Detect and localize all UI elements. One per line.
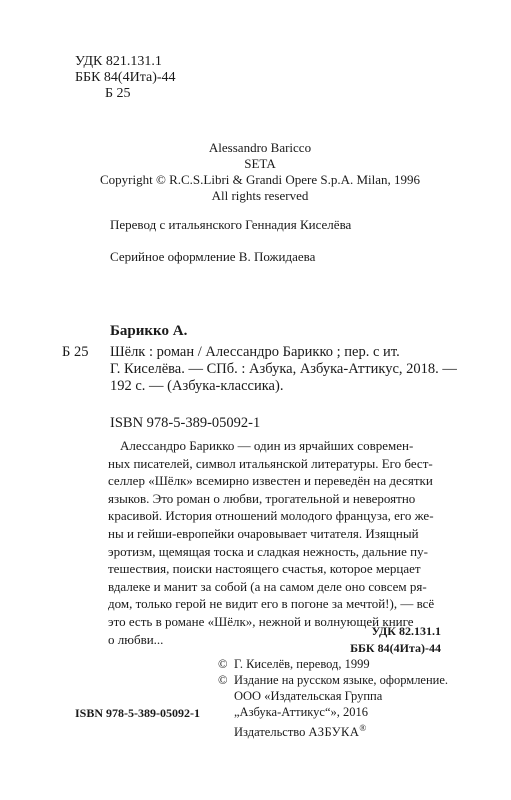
design-credit: Серийное оформление В. Пожидаева [110,249,316,264]
annotation-line: тешествия, поиски настоящего счастья, которое мерцает [108,561,421,577]
bib-line-1: Шёлк : роман / Алессандро Барикко ; пер. с ит. [110,344,400,360]
annotation-line: селлер «Шёлк» всемирно известен и переведён на десятки [108,473,433,489]
isbn-bottom: ISBN 978-5-389-05092-1 [75,706,200,720]
original-edition-block [60,140,460,204]
udk-code-right: УДК 82.131.1 [371,624,441,638]
bib-line-3: 192 с. — (Азбука-классика). [110,378,284,394]
copyright-symbol: © [218,657,228,671]
bib-author-heading: Барикко А. [110,323,188,339]
annotation-line: вдалеке и манит за собой (а на самом деле оно совсем ря- [108,578,427,594]
annotation-line: это есть в романе «Шёлк», нежной и волнующей книге [108,613,414,629]
annotation-line: эротизм, щемящая тоска и сладкая нежность, дальние пу- [108,543,428,559]
annotation-line: языков. Это роман о любви, трогательной и невероятно [108,490,416,506]
annotation-line: ны и гейши-европейки очаровывает читателя. Изящный [108,525,419,541]
rights-publisher-2: „Азбука-Аттикус“», 2016 [234,705,369,719]
classification-codes-right [350,623,441,657]
rights-publisher-1: ООО «Издательская Группа [234,689,383,703]
imprint-prefix: Издательство [234,725,306,740]
rights-edition: Издание на русском языке, оформление. [234,673,449,687]
original-title: SETA [244,156,276,171]
annotation-line: ных писателей, символ итальянской литературы. Его бест- [108,455,433,471]
rights-edition-row [218,672,448,688]
registered-mark: ® [359,723,367,733]
annotation-line: дом, только герой не видит его в погоне за мечтой!), — всё [108,596,435,612]
rights-reserved: All rights reserved [211,188,309,203]
rights-imprint [218,720,448,740]
original-author: Alessandro Baricco [208,140,312,155]
udk-code: УДК 821.131.1 [75,54,162,69]
rights-translator-row [218,656,448,672]
annotation-line: о любви... [108,631,164,647]
copyright-symbol: © [218,673,228,687]
bib-row-1 [62,344,462,361]
annotation-line: красивой. История отношений молодого француза, его же- [108,508,434,524]
rights-translator: Г. Киселёв, перевод, 1999 [234,657,370,671]
bib-isbn: ISBN 978-5-389-05092-1 [110,415,261,431]
annotation-line: Алессандро Барикко — один из ярчайших современ- [120,438,414,453]
annotation [108,437,458,648]
imprint-brand: АЗБУКА [308,725,360,740]
bib-code: Б 25 [62,344,89,360]
rights-block [218,656,448,740]
translation-credit: Перевод с итальянского Геннадия Киселёва [110,217,352,232]
bbk-code-right: ББК 84(4Ита)-44 [350,641,441,655]
author-mark: Б 25 [105,86,131,101]
bib-line-2: Г. Киселёва. — СПб. : Азбука, Азбука-Аттикус, 2018. — [110,361,457,377]
bbk-code: ББК 84(4Ита)-44 [75,70,176,85]
classification-block [75,54,176,102]
copyright-line: Copyright © R.C.S.Libri & Grandi Opere S.p.A. Milan, 1996 [99,172,421,187]
bibliographic-record [62,344,462,395]
